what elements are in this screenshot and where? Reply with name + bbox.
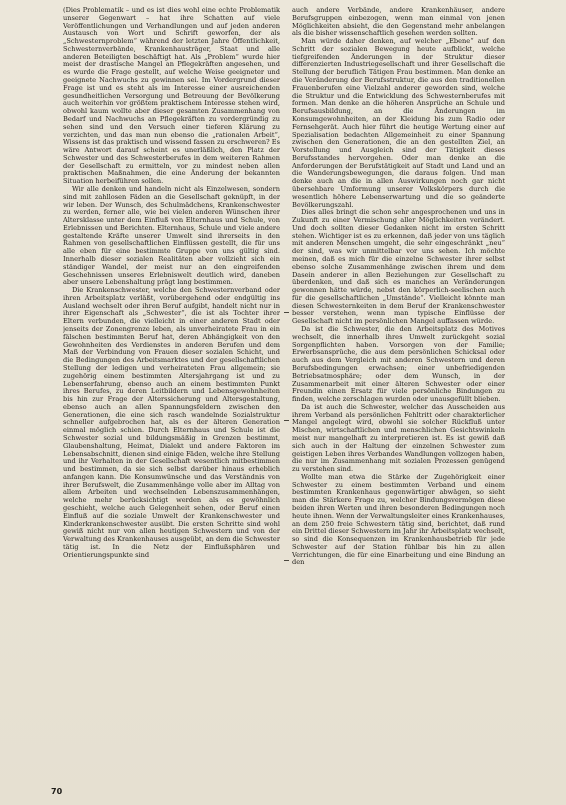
paragraph: Dies alles bringt die schon sehr angesprochenen und uns in Zukunft zu einer Vermischung aller Möglichkeiten verändert. Und doch sollten dieser Gedanken nicht im ersten Schritt stehen. Wichtiger ist es zu erkennen, daß jeder von uns täglich mit anderen Menschen umgeht, die sehr eingeschränkt „neu“ der sind, was wir unmittelbar vor uns sehen. Ich möchte meinen, daß es mich für die einzelne Schwester ihrer selbst ebenso solche Zusammenhänge zwischen ihrem und dem Dasein anderer in allen Beziehungen zur Gesellschaft zu überdenken, und daß sich es manches an Veränderungen gewonnen hätte würde, nebst den körperlich-seelischen auch für die gesellschaftlichen „Umstände“. Vielleicht könnte man diesen Schwesternkeiten in dem Beruf der Krankenschwester besser verstehen, wenn man typische Einflüsse der Gesellschaft nicht im persönlichen Mangel auffassen würde.	[292, 208, 505, 326]
margin-mark	[284, 560, 289, 561]
paragraph: Die Krankenschwester, welche den Schwesternverband oder ihren Arbeitsplatz verläßt, vorübergehend oder endgültig ins Ausland wechselt oder ihren Beruf aufgibt, handelt nicht nur in ihrer Eigenschaft als „Schwester“, die ist als Tochter ihrer Eltern verbunden, die vielleicht in einer anderen Stadt oder jenseits der Zonengrenze leben, als unverheiratete Frau in ein fälschen bestimmten Beruf hat, deren Abhängigkeit von den Gewohnheiten des Verdienstes in anderen Berufen und dem Maß der Verbindung von Frauen dieser sozialen Schicht, und die Bedingungen des Arbeitsmarktes und der gesellschaftlichen Stellung der ledigen und verheirateten Frau allgemein; sie zugehörig einem bestimmten Altersjahrgang ist und zu Lebenserfahrung, ebenso auch an einem bestimmten Punkt ihres Berufes, zu deren Leitbildern und Lebensgewohnheiten bis hin zur Frage der Alterssicherung und Altersgestaltung, ebenso auch an allen Spannungsfeldern zwischen den Generationen, die eine sich rasch wandelnde Sozialstruktur schneller aufgebrochen hat, als es der älteren Generation einmal möglich schien. Durch Elternhaus und Schule ist die Schwester sozial und bildungsmäßig in Grenzen bestimmt, Glaubenshaltung, Heimat, Dialekt und andere Faktoren im Lebensabschnitt, dienen sind einige Fäden, welche ihre Stellung und ihr Verhalten in der Gesellschaft wesentlich mitbestimmen und bestimmen, da sie sich selbst darüber hinaus erheblich anfangen kann. Die Konsumwünsche und das Verständnis von ihrer Berufswelt, die Zusammenhänge volle aber im Alltag von allem Arbeiten und wechselnden Lebenszusammenhängen, welche mehr berücksichtigt werden als es gewöhnlich geschieht, welche auch Gelegenheit sehen, oder Beruf einen Einfluß auf die soziale Umwelt der Krankenschwester und Kinderkrankenschwester ausübt. Die ersten Schritte sind wohl gewiß nicht nur von allen heutigen Schwestern und von der Verwaltung des Krankenhauses ausgeübt, an dem die Schwester tätig ist. In die Netz der Einflußsphären und Orientierungspunkte sind	[63, 286, 280, 559]
paragraph: Wir alle denken und handeln nicht als Einzelwesen, sondern sind mit zahllosen Fäden an die Gesellschaft geknüpft, in der wir leben. Der Wunsch, des Schulmädchens, Krankenschwester zu werden, ferner alle, wie bei vielen anderen Wünschen ihrer Altersklasse unter dem Einfluß von Elternhaus und Schule, von Erlebnissen und Berichten. Elternhaus, Schule und viele andere gestaltende Kräfte unserer Umwelt sind ihrerseits in den Rahmen von gesellschaftlichen Einflüssen gestellt, die für uns alle eben für eine bestimmte Gruppe von uns gültig sind. Innerhalb dieser sozialen Realitäten aber vollzieht sich ein ständiger Wandel, der meist nur an den eingreifenden Geschehnissen unseres Erlebniswelt deutlich wird, daneben aber unsere Lebenshaltung prägt lang bestimmen.	[63, 184, 280, 287]
paragraph: Wollte man etwa die Stärke der Zugehörigkeit einer Schwester zu einem bestimmten Verband und einem bestimmten Krankenhaus gegenwärtiger abwägen, so sieht man die Stärkere Frage zu, welcher Bindungsvermögen diese beiden ihren Werten und ihren besonderen Bedingungen noch heute ihnen. Wenn der Verwaltungsleiter eines Krankenhauses, an dem 250 freie Schwestern tätig sind, berichtet, daß rund ein Drittel dieser Schwestern im Jahr ihr Arbeitsplatz wechselt, so sind die Konsequenzen im Krankenhausbetrieb für jede Schwester auf der Station fühlbar bis hin zu allen Verrichtungen, die für eine Einarbeitung und eine Bindung an den	[292, 472, 505, 567]
margin-mark	[284, 420, 289, 421]
paragraph: Da ist die Schwester, die den Arbeitsplatz des Motives wechselt, die innerhalb ihres Umwelt zurückgeht sozial Sorgenpflichten haben. Vorsorgen von der Familie; Erwerbsansprüche, die aus dem persönlichen Schicksal oder auch aus dem Vergleich mit anderen Schwestern und deren Berufsbedingungen erwachsen; einer unbefriedigenden Betriebsatmosphäre; oder dem Wunsch, in der Zusammenarbeit mit einer älteren Schwester oder einer Freundin einen Ersatz für viele persönliche Bindungen zu finden, welche zerschlagen wurden oder unausgefüllt blieben.	[292, 325, 505, 404]
page-number: 70	[51, 787, 63, 796]
paragraph: Man würde daher denken, auf welcher „Ebene“ auf den Schritt der sozialen Bewegung heute aufblickt, welche tiefgreifenden Änderungen in der Struktur dieser differenzierten Industriegesellschaft und ihrer Gesellschaft die Stellung der beruflich Tätigen Frau bestimmen. Man denke an die Veränderung der Berufsstruktur, die aus den traditionellen Frauenberufen eine Vielzahl anderer geworden sind, welche die Struktur und die Entwicklung des Schwesternberufes mit formen. Man denke an die höheren Ansprüche an Schule und Berufsausbildung, an die Änderungen im Konsumgewohnheiten, an der Kleidung bis zum Radio oder Fernsehgerät. Auch hier führt die heutige Wertung einer auf Spezialisation bedachten Allgemeinheit zu einer Spannung zwischen den Generationen, die an den gestellten Ziel, an Vorstellung und Ausgleich sind der Tätigkeit dieses Berufsstandes hervorgehen. Oder man denke an die Anforderungen der Berufstätigkeit auf Stadt und Land und an die Wanderungsbewegungen, die daraus folgen. Und man denke auch an die in allen Auswirkungen noch gar nicht übersehbare Umformung unserer Volkskörpers durch die wesentlich höhere Lebenserwartung und die so geänderte Bevölkerungszahl.	[292, 37, 505, 209]
paragraph: (Dies Problematik – und es ist dies wohl eine echte Problematik unserer Gegenwart – hat ihre Schatten auf viele Veröffentlichungen und Verhandlungen und auf jeden anderen Austausch von Wort und Schrift geworfen, der als „Schwesternproblem“ während der letzten Jahre Öffentlichkeit, Schwesternverbände, Krankenhausträger, Staat und alle anderen Beteiligten beschäftigt hat. Als „Problem“ wurde hier meist der drastische Mangel an Pflegekräften angesehen, und es wurde die Frage gestellt, auf welche Weise geeigneter und geeignete Nachwuchs zu gewinnen sei. Im Vordergrund dieser Frage ist und es steht als im Interesse einer ausreichenden gesundheitlichen Versorgung und Betreuung der Bevölkerung auch weiterhin vor größtem praktischem Interesse stehen wird, obwohl kaum wollte aber dieser gesamten Zusammenhang von Bedarf und Nachwuchs an Pflegekräften zu vordergründig zu sehen sind und den Versuch einer tieferen Klärung zu verzichten, und das man nun ebenso die „rationalen Arbeit“, Wissens ist das praktisch und wissend fassen zu erschweren? Es wäre Antwort darauf scheint es unerläßlich, den Platz der Schwester und des Schwesterberufes in dem weiteren Rahmen der Gesellschaft zu ermitteln, vor zu mindest neben allen praktischen Maßnahmen, die eine Änderung der bekannten Situation herbeiführen sollen.	[63, 7, 280, 186]
text-column-right	[292, 7, 505, 785]
paragraph: Da ist auch die Schwester, welcher das Ausscheiden aus ihrem Verband als persönlichen Fehltritt oder charakterlicher Mangel angelegt wird, obwohl sie solcher Rückfluß unter Mischen, wirtschaftlichen und menschlichen Gesichtswinkeln meist nur mangelhaft zu interpretieren ist. Es ist gewiß daß sich auch in der Haltung der einzelnen Schwester zum geistigen Leben ihres Verbandes Wandlungen vollzogen haben, die nur im Zusammenhang mit sozialen Prozessen genügend zu verstehen sind.	[292, 402, 505, 474]
paragraph: auch andere Verbände, andere Krankenhäuser, andere Berufsgruppen einbezogen, wenn man einmal von jenen Möglichkeiten absieht, die den Gegenstand mehr anbelangen als die bisher wissenschaftlich gesehen werden sollten.	[292, 7, 505, 38]
text-column-left	[63, 7, 280, 785]
margin-mark	[284, 312, 289, 313]
